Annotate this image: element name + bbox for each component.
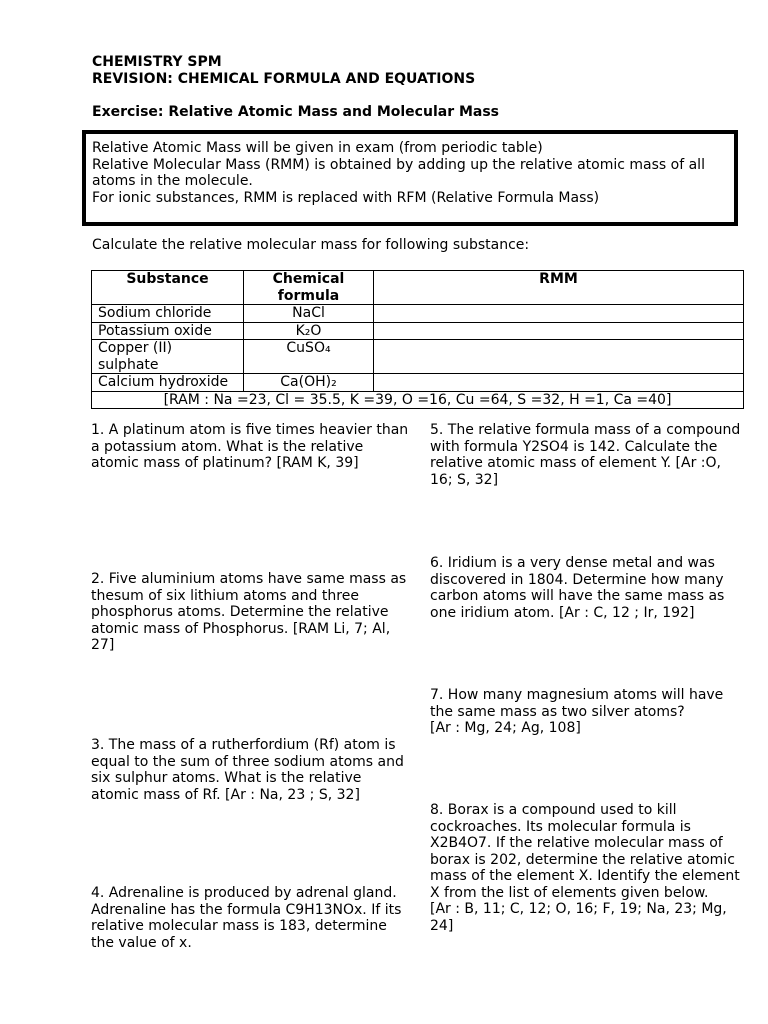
intro-line-rmm: Relative Molecular Mass (RMM) is obtained by adding up the relative atomic mass of all atoms in the molecule.	[92, 156, 705, 189]
rmm-cell[interactable]	[374, 340, 744, 374]
ram-note-row	[92, 391, 744, 409]
intro-line-rfm: For ionic substances, RMM is replaced with RFM (Relative Formula Mass)	[92, 189, 600, 206]
revision-title: REVISION: CHEMICAL FORMULA AND EQUATIONS	[92, 71, 476, 87]
question-8-text: 8. Borax is a compound used to kill cockroaches. Its molecular formula is X2B4O7. If the relative molecular mass of borax is 202, determine the relative atomic mass of the element X. Identify the element X from the list of elements given below.	[430, 802, 740, 901]
rmm-table	[91, 270, 744, 409]
substance-cell: Copper (II) sulphate	[92, 340, 244, 374]
rmm-cell[interactable]	[374, 322, 744, 340]
ram-note: [RAM : Na =23, Cl = 35.5, K =39, O =16, Cu =64, S =32, H =1, Ca =40]	[92, 391, 744, 409]
table-header-row	[92, 271, 744, 305]
question-5: 5. The relative formula mass of a compound with formula Y2SO4 is 142. Calculate the relative atomic mass of element Y. [Ar :O, 16; S, 32]	[430, 422, 741, 488]
formula-cell: NaCl	[244, 305, 374, 323]
question-7-data: [Ar : Mg, 24; Ag, 108]	[430, 720, 581, 736]
question-8	[430, 802, 745, 934]
question-2: 2. Five aluminium atoms have same mass as thesum of six lithium atoms and three phosphorus atoms. Determine the relative atomic mass of Phosphorus. [RAM Li, 7; Al, 27]	[91, 571, 407, 653]
table-row	[92, 322, 744, 340]
table-row	[92, 305, 744, 323]
table-row	[92, 374, 744, 392]
formula-cell: Ca(OH)₂	[244, 374, 374, 392]
header-formula: Chemical formula	[244, 271, 374, 305]
question-8-data: [Ar : B, 11; C, 12; O, 16; F, 19; Na, 23; Mg, 24]	[430, 901, 727, 934]
question-4: 4. Adrenaline is produced by adrenal gland. Adrenaline has the formula C9H13NOx. If its relative molecular mass is 183, determine the value of x.	[91, 885, 402, 951]
header-substance: Substance	[92, 271, 244, 305]
rmm-cell[interactable]	[374, 305, 744, 323]
table-row	[92, 340, 744, 374]
formula-cell: CuSO₄	[244, 340, 374, 374]
intro-line-ram: Relative Atomic Mass will be given in exam (from periodic table)	[92, 140, 543, 156]
course-title: CHEMISTRY SPM	[92, 54, 222, 70]
intro-box	[82, 130, 738, 226]
substance-cell: Potassium oxide	[92, 322, 244, 340]
formula-cell: K₂O	[244, 322, 374, 340]
question-6: 6. Iridium is a very dense metal and was discovered in 1804. Determine how many carbon atoms will have the same mass as one iridium atom. [Ar : C, 12 ; Ir, 192]	[430, 555, 725, 621]
question-7-text: 7. How many magnesium atoms will have the same mass as two silver atoms?	[430, 687, 724, 720]
question-1: 1. A platinum atom is five times heavier than a potassium atom. What is the relative atomic mass of platinum? [RAM K, 39]	[91, 422, 409, 471]
substance-cell: Sodium chloride	[92, 305, 244, 323]
table-instruction: Calculate the relative molecular mass for following substance:	[92, 237, 530, 253]
substance-cell: Calcium hydroxide	[92, 374, 244, 392]
exercise-title: Exercise: Relative Atomic Mass and Molecular Mass	[92, 104, 500, 120]
question-7	[430, 687, 745, 737]
rmm-cell[interactable]	[374, 374, 744, 392]
question-3: 3. The mass of a rutherfordium (Rf) atom is equal to the sum of three sodium atoms and six sulphur atoms. What is the relative atomic mass of Rf. [Ar : Na, 23 ; S, 32]	[91, 737, 404, 803]
header-rmm: RMM	[374, 271, 744, 305]
